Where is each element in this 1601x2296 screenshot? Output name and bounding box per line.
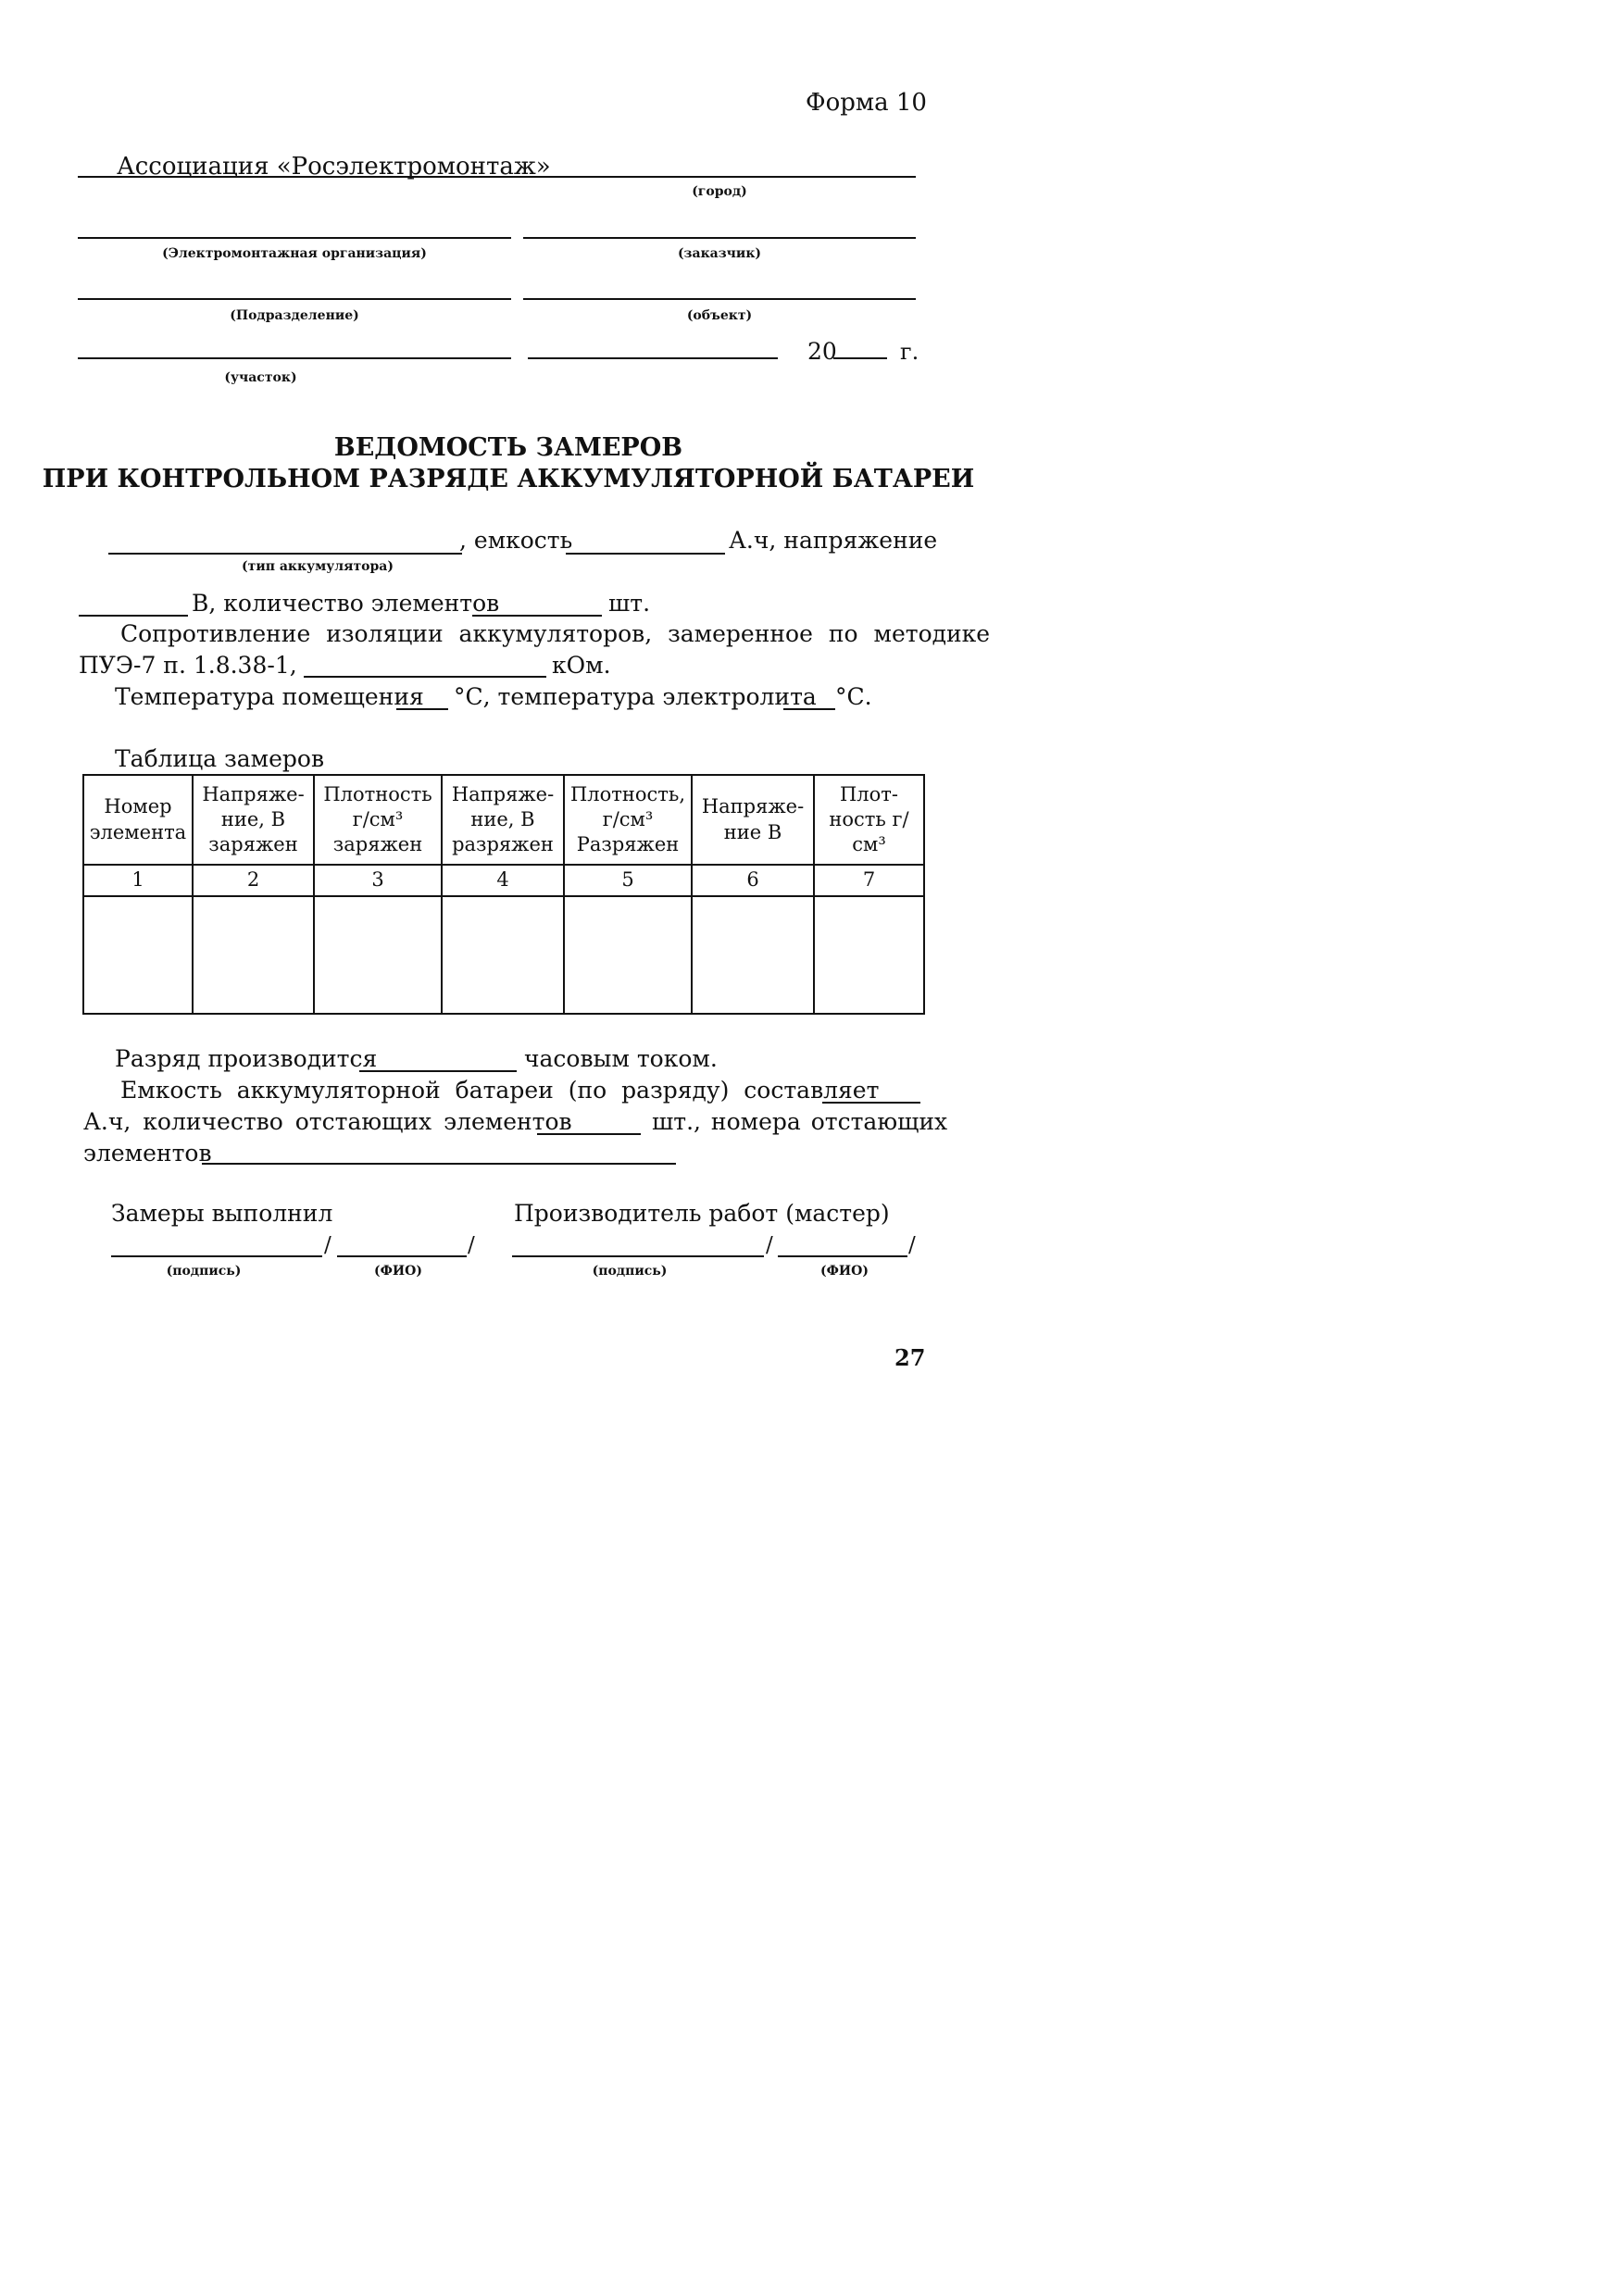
date-field-line[interactable] [528, 357, 778, 359]
resistance-label-2: ПУЭ-7 п. 1.8.38-1, [79, 652, 297, 679]
table-caption: Таблица замеров [115, 745, 325, 772]
capacity-label: , емкость [459, 527, 573, 554]
battery-type-field-line[interactable] [108, 553, 462, 555]
page-number: 27 [894, 1344, 926, 1371]
foreman-name-line[interactable] [778, 1255, 907, 1257]
header-element-number: Номер элемента [83, 775, 193, 865]
lagging-count-label: А.ч, количество отстающих элементов [83, 1108, 572, 1135]
foreman-label: Производитель работ (мастер) [514, 1200, 890, 1227]
column-number: 5 [564, 865, 692, 896]
column-number: 4 [442, 865, 564, 896]
resistance-field-line[interactable] [304, 676, 546, 678]
lagging-count-field-line[interactable] [537, 1133, 641, 1135]
object-field-line[interactable] [523, 298, 916, 300]
battery-capacity-field-line[interactable] [822, 1102, 920, 1104]
room-temp-field-line[interactable] [396, 708, 448, 710]
room-temp-label: Температура помещения [115, 683, 424, 710]
column-number: 3 [314, 865, 442, 896]
discharge-label: Разряд производится [115, 1045, 378, 1072]
year-field-line[interactable] [833, 357, 887, 359]
electrolyte-temp-label: °С, температура электролита [454, 683, 817, 710]
city-field-line[interactable] [523, 176, 916, 178]
element-count-field-line[interactable] [472, 615, 602, 617]
table-header-row [83, 775, 924, 865]
column-number: 2 [193, 865, 314, 896]
header-voltage-discharged: Напряже-ние, В разряжен [442, 775, 564, 865]
table-cell[interactable] [814, 896, 924, 1014]
year-prefix: 20 [807, 338, 837, 365]
column-number: 7 [814, 865, 924, 896]
table-cell[interactable] [692, 896, 814, 1014]
measured-by-signature-line[interactable] [111, 1255, 322, 1257]
foreman-name-caption: (ФИО) [820, 1264, 869, 1279]
customer-field-line[interactable] [523, 237, 916, 239]
header-density-charged: Плотность г/см³ заряжен [314, 775, 442, 865]
table-cell[interactable] [442, 896, 564, 1014]
battery-type-caption: (тип аккумулятора) [242, 559, 394, 574]
header-voltage-charged: Напряже-ние, В заряжен [193, 775, 314, 865]
table-cell[interactable] [193, 896, 314, 1014]
section-field-line[interactable] [78, 357, 511, 359]
slash: / [324, 1233, 331, 1257]
electro-org-field-line[interactable] [78, 237, 511, 239]
division-field-line[interactable] [78, 298, 511, 300]
measured-by-signature-caption: (подпись) [166, 1264, 242, 1279]
foreman-signature-line[interactable] [512, 1255, 764, 1257]
table-row [83, 896, 924, 1014]
table-cell[interactable] [83, 896, 193, 1014]
slash: / [908, 1233, 916, 1257]
electrolyte-temp-field-line[interactable] [783, 708, 835, 710]
foreman-signature-caption: (подпись) [592, 1264, 668, 1279]
table-cell[interactable] [564, 896, 692, 1014]
voltage-label: А.ч, напряжение [729, 527, 938, 554]
measured-by-name-caption: (ФИО) [374, 1264, 422, 1279]
pcs-label: шт. [608, 590, 651, 617]
document-title-line2: ПРИ КОНТРОЛЬНОМ РАЗРЯДЕ АККУМУЛЯТОРНОЙ БАТАРЕИ [42, 465, 975, 493]
column-number-row [83, 865, 924, 896]
electro-org-caption: (Электромонтажная организация) [162, 246, 427, 261]
battery-capacity-label: Емкость аккумуляторной батареи (по разряду) составляет [120, 1077, 880, 1104]
division-caption: (Подразделение) [230, 308, 359, 323]
column-number: 1 [83, 865, 193, 896]
measured-by-name-line[interactable] [337, 1255, 467, 1257]
slash: / [468, 1233, 475, 1257]
column-number: 6 [692, 865, 814, 896]
measurement-table [82, 774, 925, 1015]
lagging-numbers-label: шт., номера отстающих [652, 1108, 948, 1135]
form-label: Форма 10 [806, 89, 927, 117]
elements-label: элементов [83, 1140, 212, 1167]
kohm-label: кОм. [552, 652, 611, 679]
customer-caption: (заказчик) [677, 246, 762, 261]
slash: / [766, 1233, 773, 1257]
measured-by-label: Замеры выполнил [111, 1200, 333, 1227]
volt-unit-label: В, количество элементов [192, 590, 500, 617]
header-voltage: Напряже-ние В [692, 775, 814, 865]
year-suffix: г. [900, 339, 919, 365]
header-density-discharged: Плотность, г/см³ Разряжен [564, 775, 692, 865]
discharge-rate-field-line[interactable] [359, 1070, 517, 1072]
resistance-label: Сопротивление изоляции аккумуляторов, замеренное по методике [120, 620, 991, 647]
section-caption: (участок) [224, 370, 297, 385]
lagging-numbers-field-line[interactable] [202, 1163, 676, 1165]
document-title-line1: ВЕДОМОСТЬ ЗАМЕРОВ [333, 433, 683, 462]
capacity-field-line[interactable] [566, 553, 725, 555]
organization-underline [78, 176, 511, 178]
table-cell[interactable] [314, 896, 442, 1014]
object-caption: (объект) [686, 308, 753, 323]
discharge-current-label: часовым током. [524, 1045, 718, 1072]
organization-name: Ассоциация «Росэлектромонтаж» [117, 153, 551, 181]
celsius-label: °С. [835, 683, 872, 710]
city-caption: (город) [692, 184, 747, 199]
voltage-field-line[interactable] [79, 615, 188, 617]
header-density: Плот-ность г/см³ [814, 775, 924, 865]
